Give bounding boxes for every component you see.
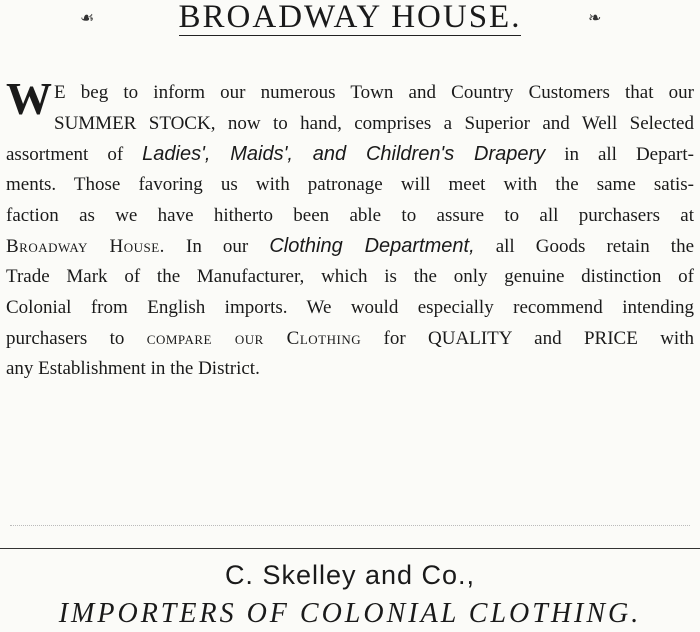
body-line-7: Trade Mark of the Manufacturer, which is the only genuine distinction of [6,266,694,288]
title-text: BROADWAY HOUSE. [178,0,522,35]
fleuron-left-icon: ☙ [80,10,95,27]
fleuron-right-icon: ❧ [588,10,602,27]
summer-stock-text: SUMMER STOCK, [54,112,216,134]
merchant-tagline: IMPORTERS OF COLONIAL CLOTHING. [58,598,642,629]
body-line-1: E beg to inform our numerous Town and Country Customers that our [54,82,694,103]
drapery-emphasis: Ladies', Maids', and Children's Drapery [142,143,546,166]
compare-clothing-smallcaps: compare our Clothing [146,327,362,349]
body-line-6: Broadway House. In our Clothing Department, all Goods retain the [6,235,694,258]
body-line-4: ments. Those favoring us with patronage will meet with the same satis- [6,174,694,196]
body-line-5: faction as we have hitherto been able to assure to all purchasers at [6,204,694,226]
header [0,0,700,44]
body-line-9: purchasers to compare our Clothing for QUALITY and PRICE with [6,327,694,349]
drop-cap: W [6,73,52,124]
advertisement-body [6,73,694,385]
clothing-department-emphasis: Clothing Department, [269,235,475,258]
page-title [179,0,522,34]
divider-rule [0,548,700,549]
merchant-name: C. Skelley and Co., [224,560,476,590]
broadway-house-smallcaps: Broadway House. [6,236,165,258]
body-line-2: SUMMER STOCK, now to hand, comprises a Superior and Well Selected [54,112,694,134]
faint-dotted-rule [10,525,690,526]
body-line-8: Colonial from English imports. We would especially recommend intending [6,296,694,318]
body-line-10: any Establishment in the District. [6,358,260,380]
body-line-3: assortment of Ladies', Maids', and Children's Drapery in all Depart- [6,143,694,166]
